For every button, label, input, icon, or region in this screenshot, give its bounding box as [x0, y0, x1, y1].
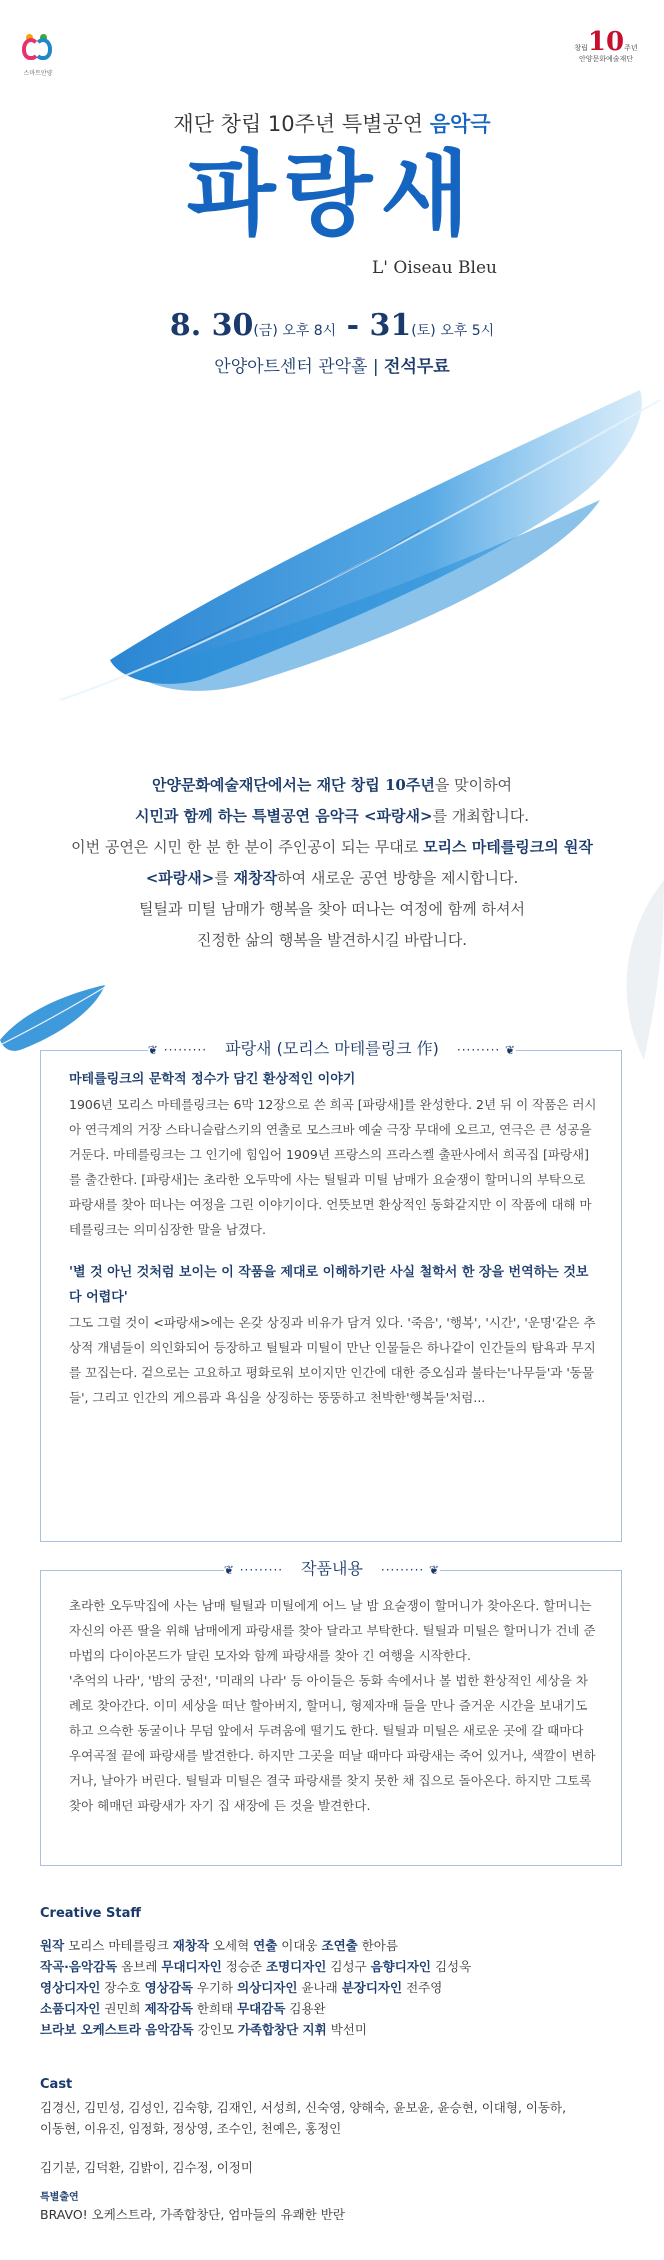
date-start: 8. 30 — [169, 308, 254, 343]
intro-l4-a: <파랑새> — [145, 869, 215, 887]
staff-role: 음향디자인 — [370, 1959, 431, 1974]
staff-role: 영상디자인 — [40, 1980, 101, 1995]
cast-line-1: 김경신, 김민성, 김성인, 김숙향, 김재인, 서성희, 신숙영, 양해숙, 윤보윤, 윤승현, 이대형, 이동하, — [40, 2100, 567, 2115]
staff-name: 김성구 — [330, 1959, 367, 1974]
date-end: 31 — [369, 308, 412, 343]
anniv-number: 10 — [587, 27, 625, 57]
synopsis-box-header — [0, 1556, 664, 1579]
staff-name: 장수호 — [104, 1980, 141, 1995]
ornament-right-icon: ········· ❦ — [456, 1043, 517, 1057]
staff-role: 분장디자인 — [341, 1980, 403, 1995]
creative-staff — [40, 1906, 630, 2040]
work-heading-2: '별 것 아닌 것처럼 보이는 이 작품을 제대로 이해하기란 사실 철학서 한 장을 번역하는 것보다 어렵다' — [69, 1265, 589, 1305]
staff-name: 모리스 마테를링크 — [68, 1938, 169, 1953]
work-heading-1: 마테를링크의 문학적 정수가 담긴 환상적인 이야기 — [69, 1072, 356, 1087]
ornament-left-icon: ❦ ········· — [147, 1043, 208, 1057]
intro-l2-c: 를 개최합니다. — [432, 807, 530, 825]
synopsis-box — [40, 1570, 622, 1866]
special-heading: 특별출연 — [40, 2192, 79, 2203]
staff-name: 한아름 — [361, 1938, 398, 1953]
staff-name: 이대웅 — [281, 1938, 318, 1953]
staff-role: 연출 — [253, 1938, 278, 1953]
intro-l4-d: 하여 새로운 공연 방향을 제시합니다. — [277, 869, 519, 887]
intro-l4-c: 재창작 — [233, 869, 278, 887]
anniv-unit: 주년 — [624, 44, 638, 52]
staff-heading: Creative Staff — [40, 1906, 141, 1921]
staff-line — [40, 1935, 630, 1956]
synopsis-paragraph-1: 초라한 오두막집에 사는 남매 틸틸과 미틸에게 어느 날 밤 요술쟁이 할머니가 찾아온다. 할머니는 자신의 아픈 딸을 위해 남매에게 파랑새를 찾아 달라고 부탁한다. 틸틸과 미틸은 할머니가 건네 준 마법의 다이아몬드가 달린 모자와 함께 파랑새를 찾아 긴 여행을 시작한다. — [69, 1598, 596, 1663]
intro-l1-b: 재단 창립 10주년 — [311, 776, 435, 794]
staff-role: 작곡·음악감독 — [40, 1959, 118, 1974]
work-paragraph-2: 그도 그럴 것이 <파랑새>에는 온갖 상징과 비유가 담겨 있다. '죽음', '행복', '시간', '운명'같은 추상적 개념들이 의인화되어 등장하고 틸틸과 미틸이 만난 인물들은 하나같이 인간들의 탐욕과 무지를 꼬집는다. 겉으로는 고요하고 평화로워 보이지만 인간에 대한 증오심과 불타는'나무들'과 '동물들', 그리고 인간의 게으름과 욕심을 상징하는 뚱뚱하고 천박한'행복들'처럼... — [69, 1315, 596, 1405]
anniv-top: 창립 — [574, 44, 588, 52]
event-subtitle — [0, 108, 664, 138]
staff-name: 강인모 — [197, 2022, 234, 2037]
staff-role: 소품디자인 — [40, 2001, 101, 2016]
subtitle-highlight: 음악극 — [429, 112, 491, 136]
work-box-header — [0, 1036, 664, 1059]
venue-name: 안양아트센터 관악홀 — [214, 357, 368, 377]
intro-l2-b: <파랑새> — [358, 807, 433, 825]
event-title: 파랑새 — [186, 141, 478, 248]
staff-role: 재창작 — [172, 1938, 209, 1953]
staff-name: 김성욱 — [434, 1959, 472, 1974]
staff-name: 김용완 — [289, 2001, 326, 2016]
work-info-box — [40, 1050, 622, 1542]
special-text: BRAVO! 오케스트라, 가족합창단, 엄마들의 유쾌한 반란 — [40, 2207, 345, 2222]
subtitle-prefix: 재단 창립 10주년 특별공연 — [173, 112, 424, 136]
synopsis-box-title: 작품내용 — [283, 1556, 381, 1579]
intro-l3-b: 모리스 마테를링크의 원작 — [423, 838, 593, 856]
special-appearance — [40, 2188, 630, 2223]
staff-line — [40, 1998, 630, 2019]
smart-anyang-logo — [18, 34, 58, 77]
heart-logo-icon — [20, 34, 56, 66]
staff-name: 한희태 — [196, 2001, 234, 2016]
staff-line — [40, 1977, 630, 1998]
venue-separator: | — [367, 357, 385, 377]
synopsis-paragraph-2: '추억의 나라', '밤의 궁전', '미래의 나라' 등 아이들은 동화 속에서나 볼 법한 환상적인 세상을 차례로 찾아간다. 이미 세상을 떠난 할아버지, 할머니, 형제자매 들을 만나 즐거운 시간을 보내기도 하고 으슥한 동굴이나 무덤 앞에서 두려움에 떨기도 한다. 틸틸과 미틸은 새로운 곳에 갈 때마다 우여곡절 끝에 파랑새를 발견한다. 하지만 그곳을 떠날 때마다 파랑새는 죽어 있거나, 색깔이 변하거나, 날아가 버린다. 틸틸과 미틸은 결국 파랑새를 찾지 못한 채 집으로 돌아온다. 하지만 그토록 찾아 헤매던 파랑새가 자기 집 새장에 든 것을 발견한다. — [69, 1673, 596, 1813]
intro-l1-c: 을 맞이하여 — [434, 776, 513, 794]
intro-l6: 진정한 삶의 행복을 발견하시길 바랍니다. — [196, 931, 468, 949]
staff-role: 제작감독 — [144, 2001, 193, 2016]
ornament-left-icon: ❦ ········· — [223, 1563, 284, 1577]
cast-heading: Cast — [40, 2077, 73, 2092]
staff-role: 브라보 오케스트라 음악감독 — [40, 2022, 194, 2037]
cast-line-2: 이동현, 이유진, 임정화, 정상영, 조수인, 천예은, 홍정인 — [40, 2121, 342, 2136]
date-start-detail: (금) 오후 8시 — [253, 323, 337, 339]
admission-badge: 전석무료 — [384, 357, 450, 377]
date-dash: - — [336, 308, 370, 343]
staff-name: 정승준 — [225, 1959, 263, 1974]
synopsis-content — [69, 1593, 599, 1818]
foundation-logo — [564, 27, 648, 64]
staff-line — [40, 1956, 630, 1977]
event-title-en: L' Oiseau Bleu — [372, 258, 497, 278]
staff-role: 무대디자인 — [161, 1959, 222, 1974]
intro-l4-b: 를 — [214, 869, 234, 887]
staff-name: 전주영 — [406, 1980, 443, 1995]
intro-l1-a: 안양문화예술재단에서는 — [151, 776, 312, 794]
staff-line — [40, 2019, 630, 2040]
staff-role: 원작 — [40, 1938, 65, 1953]
event-venue — [0, 352, 664, 377]
date-end-detail: (토) 오후 5시 — [411, 323, 495, 339]
intro-l2-a: 시민과 함께 하는 특별공연 음악극 — [134, 807, 359, 825]
staff-name: 박선미 — [330, 2022, 367, 2037]
staff-name: 윤나래 — [301, 1980, 338, 1995]
staff-name: 옴브레 — [121, 1959, 158, 1974]
work-paragraph-1: 1906년 모리스 마테를링크는 6막 12장으로 쓴 희곡 [파랑새]를 완성한다. 2년 뒤 이 작품은 러시아 연극계의 거장 스타니슬랍스키의 연출로 모스크바 예술 극장 무대에 오르고, 연극은 큰 성공을 거둔다. 마테를링크는 그 인기에 힘입어 1909년 프랑스의 프라스켈 출판사에서 희곡집 [파랑새]를 출간한다. [파랑새]는 초라한 오두막에 사는 틸틸과 미틸 남매가 요술쟁이 할머니의 부탁으로 파랑새를 찾아 떠나는 여정을 그린 이야기이다. 언뜻보면 환상적인 동화같지만 이 작품에 대해 마테를링크는 의미심장한 말을 남겼다. — [69, 1097, 597, 1237]
staff-role: 의상디자인 — [237, 1980, 298, 1995]
work-box-title: 파랑새 (모리스 마테를링크 作) — [207, 1036, 457, 1059]
staff-lines — [40, 1935, 630, 2040]
staff-role: 무대감독 — [237, 2001, 286, 2016]
ornament-right-icon: ········· ❦ — [380, 1563, 441, 1577]
staff-name: 우기하 — [196, 1980, 234, 1995]
blue-feather-illustration — [0, 360, 664, 760]
staff-role: 영상감독 — [144, 1980, 193, 1995]
intro-text — [0, 770, 664, 956]
cast-line-3: 김기분, 김덕환, 김밝이, 김수정, 이정미 — [40, 2160, 253, 2175]
left-logo-text: 스마트안양 — [23, 70, 53, 77]
work-info-content — [69, 1067, 599, 1410]
intro-l5: 틸틸과 미틸 남매가 행복을 찾아 떠나는 여정에 함께 하셔서 — [139, 900, 525, 918]
staff-role: 조연출 — [321, 1938, 358, 1953]
staff-role: 조명디자인 — [266, 1959, 327, 1974]
cast-section — [40, 2074, 630, 2178]
foundation-name: 안양문화예술재단 — [578, 55, 634, 63]
intro-l3-a: 이번 공연은 시민 한 분 한 분이 주인공이 되는 무대로 — [71, 838, 424, 856]
staff-role: 가족합창단 지휘 — [237, 2022, 327, 2037]
staff-name: 권민희 — [104, 2001, 141, 2016]
event-date — [0, 308, 664, 343]
staff-name: 오세혁 — [212, 1938, 250, 1953]
